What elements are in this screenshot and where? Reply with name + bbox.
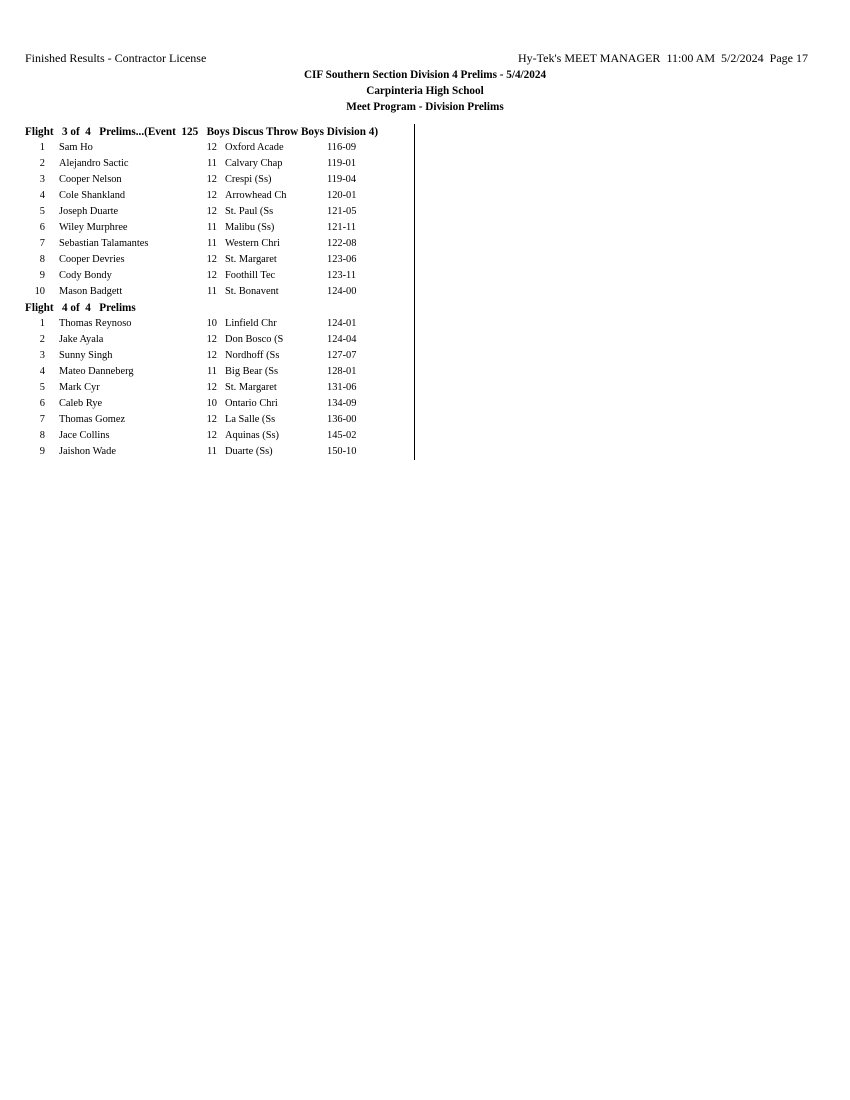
grade-cell: 12 <box>206 190 217 201</box>
school-name: Crespi (Ss) <box>225 174 272 185</box>
grade-cell: 11 <box>206 158 217 169</box>
athlete-name: Thomas Gomez <box>59 414 126 425</box>
seed-mark: 128-01 <box>327 366 357 377</box>
athlete-name: Cooper Nelson <box>59 174 122 185</box>
result-row <box>25 252 415 268</box>
grade-cell: 12 <box>206 382 217 393</box>
result-row <box>25 428 415 444</box>
result-row <box>25 188 415 204</box>
athlete-name: Jace Collins <box>59 430 110 441</box>
result-row <box>25 140 415 156</box>
athlete-name: Thomas Reynoso <box>59 318 132 329</box>
school-name: Arrowhead Ch <box>225 190 287 201</box>
meet-program: Meet Program - Division Prelims <box>346 101 504 113</box>
seed-mark: 121-05 <box>327 206 357 217</box>
school-name: Big Bear (Ss <box>225 366 279 377</box>
athlete-name: Wiley Murphree <box>59 222 128 233</box>
school-name: Nordhoff (Ss <box>225 350 280 361</box>
result-row <box>25 284 415 300</box>
grade-cell: 11 <box>206 238 217 249</box>
athlete-name: Alejandro Sactic <box>59 158 129 169</box>
seed-mark: 123-06 <box>327 254 357 265</box>
grade-cell: 11 <box>206 446 217 457</box>
seed-mark: 145-02 <box>327 430 357 441</box>
place-cell: 3 <box>39 174 45 185</box>
grade-cell: 11 <box>206 222 217 233</box>
school-name: Western Chri <box>225 238 280 249</box>
school-name: Malibu (Ss) <box>225 222 275 233</box>
place-cell: 10 <box>34 286 45 297</box>
grade-cell: 12 <box>206 350 217 361</box>
seed-mark: 136-00 <box>327 414 357 425</box>
school-name: Calvary Chap <box>225 158 283 169</box>
flight-header: Flight 3 of 4 Prelims...(Event 125 Boys Discus Throw Boys Division 4) <box>25 126 379 138</box>
place-cell: 4 <box>39 190 45 201</box>
meet-venue: Carpinteria High School <box>366 85 484 97</box>
athlete-name: Sunny Singh <box>59 350 113 361</box>
seed-mark: 131-06 <box>327 382 357 393</box>
result-row <box>25 364 415 380</box>
place-cell: 3 <box>39 350 45 361</box>
grade-cell: 12 <box>206 270 217 281</box>
seed-mark: 119-04 <box>327 174 357 185</box>
seed-mark: 124-04 <box>327 334 357 345</box>
place-cell: 8 <box>39 254 45 265</box>
athlete-name: Mateo Danneberg <box>59 366 134 377</box>
place-cell: 1 <box>39 142 45 153</box>
school-name: St. Paul (Ss <box>225 206 274 217</box>
grade-cell: 11 <box>206 366 217 377</box>
school-name: Aquinas (Ss) <box>225 430 279 441</box>
school-name: La Salle (Ss <box>225 414 276 425</box>
flight-header: Flight 4 of 4 Prelims <box>25 302 136 314</box>
grade-cell: 12 <box>206 174 217 185</box>
place-cell: 5 <box>39 206 45 217</box>
seed-mark: 124-01 <box>327 318 357 329</box>
seed-mark: 134-09 <box>327 398 357 409</box>
grade-cell: 12 <box>206 414 217 425</box>
school-name: Ontario Chri <box>225 398 278 409</box>
athlete-name: Caleb Rye <box>59 398 103 409</box>
place-cell: 1 <box>39 318 45 329</box>
grade-cell: 10 <box>206 398 217 409</box>
result-row <box>25 172 415 188</box>
athlete-name: Cody Bondy <box>59 270 112 281</box>
result-row <box>25 332 415 348</box>
result-row <box>25 348 415 364</box>
school-name: Linfield Chr <box>225 318 277 329</box>
athlete-name: Sebastian Talamantes <box>59 238 149 249</box>
athlete-name: Joseph Duarte <box>59 206 119 217</box>
grade-cell: 11 <box>206 286 217 297</box>
athlete-name: Jake Ayala <box>59 334 104 345</box>
result-row <box>25 156 415 172</box>
place-cell: 9 <box>39 270 45 281</box>
seed-mark: 120-01 <box>327 190 357 201</box>
school-name: St. Margaret <box>225 382 277 393</box>
results-table <box>25 124 415 460</box>
place-cell: 6 <box>39 222 45 233</box>
result-row <box>25 204 415 220</box>
school-name: Duarte (Ss) <box>225 446 273 457</box>
athlete-name: Sam Ho <box>59 142 93 153</box>
grade-cell: 10 <box>206 318 217 329</box>
place-cell: 9 <box>39 446 45 457</box>
result-row <box>25 268 415 284</box>
athlete-name: Mason Badgett <box>59 286 123 297</box>
grade-cell: 12 <box>206 430 217 441</box>
place-cell: 8 <box>39 430 45 441</box>
place-cell: 4 <box>39 366 45 377</box>
column-divider <box>414 124 415 460</box>
place-cell: 7 <box>39 414 45 425</box>
report-meta: Hy-Tek's MEET MANAGER 11:00 AM 5/2/2024 Page 17 <box>518 51 808 65</box>
seed-mark: 123-11 <box>327 270 357 281</box>
result-row <box>25 412 415 428</box>
result-row <box>25 380 415 396</box>
seed-mark: 150-10 <box>327 446 357 457</box>
grade-cell: 12 <box>206 254 217 265</box>
result-row <box>25 220 415 236</box>
school-name: Don Bosco (S <box>225 334 284 345</box>
seed-mark: 121-11 <box>327 222 357 233</box>
place-cell: 7 <box>39 238 45 249</box>
seed-mark: 119-01 <box>327 158 357 169</box>
result-row <box>25 236 415 252</box>
athlete-name: Jaishon Wade <box>59 446 116 457</box>
seed-mark: 124-00 <box>327 286 357 297</box>
school-name: St. Margaret <box>225 254 277 265</box>
school-name: Oxford Acade <box>225 142 284 153</box>
meet-name: CIF Southern Section Division 4 Prelims - 5/4/2024 <box>303 69 547 81</box>
seed-mark: 122-08 <box>327 238 357 249</box>
place-cell: 2 <box>39 334 45 345</box>
result-row <box>25 316 415 332</box>
school-name: Foothill Tec <box>225 270 276 281</box>
athlete-name: Mark Cyr <box>59 382 100 393</box>
report-status: Finished Results - Contractor License <box>25 51 207 65</box>
grade-cell: 12 <box>206 206 217 217</box>
place-cell: 5 <box>39 382 45 393</box>
place-cell: 6 <box>39 398 45 409</box>
result-row <box>25 444 415 460</box>
grade-cell: 12 <box>206 334 217 345</box>
meet-title-block <box>0 67 850 115</box>
grade-cell: 12 <box>206 142 217 153</box>
athlete-name: Cooper Devries <box>59 254 125 265</box>
seed-mark: 116-09 <box>327 142 357 153</box>
athlete-name: Cole Shankland <box>59 190 126 201</box>
place-cell: 2 <box>39 158 45 169</box>
result-row <box>25 396 415 412</box>
school-name: St. Bonavent <box>225 286 279 297</box>
seed-mark: 127-07 <box>327 350 357 361</box>
